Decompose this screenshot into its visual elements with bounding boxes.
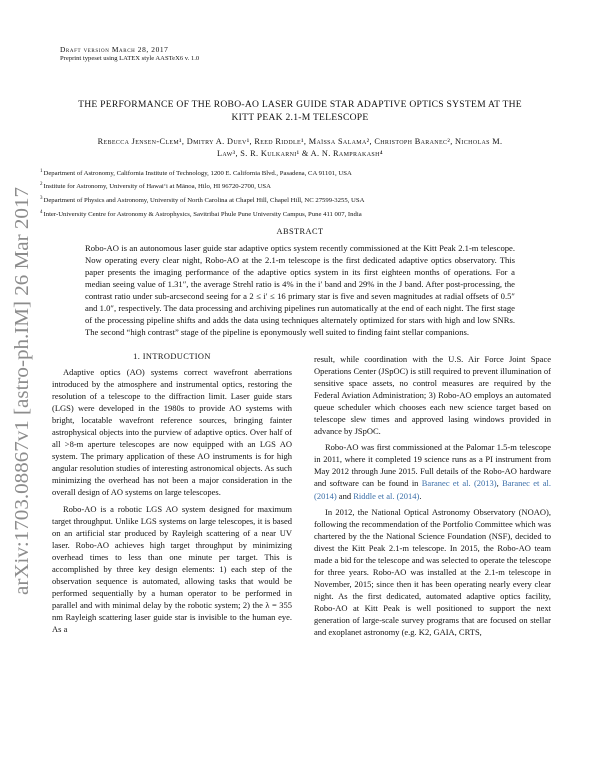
intro-paragraph-3: result, while coordination with the U.S. Air Force Joint Space Operations Center (JSpOC) is still required to prevent illumination of sensitive space assets, no control measures are required by the Federal Aviation Administration; 3) Robo-AO employs an automated queue scheduler which chooses each new science target based on telescope slew times and approved lasing windows provided in advance by JSpOC.	[314, 354, 551, 437]
right-column	[314, 353, 551, 638]
abstract-heading: ABSTRACT	[276, 227, 324, 236]
draft-version: Draft version March 28, 2017	[60, 45, 169, 54]
title-line-2: KITT PEAK 2.1-M TELESCOPE	[231, 112, 369, 123]
citation-riddle-2014[interactable]: Riddle et al. (2014)	[353, 490, 420, 501]
arxiv-id: arXiv:1703.08867v1 [astro-ph.IM] 26 Mar 2017	[12, 216, 33, 595]
intro-paragraph-5: In 2012, the National Optical Astronomy Observatory (NOAO), following the recommendation of the Portfolio Committee which was chartered by the the National Science Foundation (NSF), decided to divest the Kitt Peak 2.1-m telescope. In 2015, the Robo-AO team made a bid for the telescope and was selected to operate the telescope for three years. Robo-AO was installed at the 2.1-m telescope in November, 2015; since then it has been operating nearly every clear night. As the first dedicated, automated adaptive optics facility, Robo-AO at Kitt Peak is well positioned to support the next generation of large-scale survey programs that are focused on stellar and exoplanet astronomy (e.g. K2, GAIA, CRTS,	[314, 506, 552, 638]
authors-line-2: Law³, S. R. Kulkarni¹ & A. N. Ramprakash⁴	[216, 149, 384, 158]
citation-baranec-2013[interactable]: Baranec et al. (2013)	[421, 478, 497, 489]
preprint-note: Preprint typeset using LATEX style AASTeX6 v. 1.0	[60, 55, 200, 62]
citation-baranec-2014[interactable]: Baranec et al. (2014)	[314, 478, 551, 501]
intro-paragraph-4: Robo-AO was first commissioned at the Palomar 1.5-m telescope in 2011, where it completed 19 science runs as a PI instrument from May 2012 through June 2015. Full details of the Robo-AO hardware and software can be found in Baranec et al. (2013), Baranec et al. (2014) and Riddle et al. (2014).	[314, 442, 551, 501]
arxiv-watermark[interactable]	[8, 185, 34, 595]
title-line-1: THE PERFORMANCE OF THE ROBO-AO LASER GUIDE STAR ADAPTIVE OPTICS SYSTEM AT THE	[78, 99, 522, 110]
intro-paragraph-1: Adaptive optics (AO) systems correct wavefront aberrations introduced by the atmosphere and instrumental optics, restoring the resolution of a telescope to the diffraction limit. Laser guide stars (LGS) were developed in the 1980s to provide AO systems with bright, locatable wavefront reference sources, bringing fainter astrophysical objects into the purview of adaptive optics. Over half of all >8-m aperture telescopes are now equipped with an LGS AO system. The primary application of these AO instruments is for high angular resolution studies of interesting astronomical objects. As such minimizing the overhead has not been a major consideration in the overall design of AO systems on large telescopes.	[52, 367, 292, 498]
section-heading: 1. INTRODUCTION	[133, 352, 211, 361]
author-list	[62, 136, 538, 160]
paper-title	[60, 98, 540, 124]
intro-paragraph-2: Robo-AO is a robotic LGS AO system designed for maximum target throughput. Unlike LGS systems on large telescopes, it is based on an artificial star produced by Rayleigh scattering of a near UV laser. Robo-AO achieves high target throughput by minimizing overhead times to less than one minute per target. This is accomplished by three key design elements: 1) each step of the observation sequence is automated, allowing tasks that would be performed sequentially by a human operator to be performed in parallel and with minimal delay by the robotic system; 2) the λ = 355 nm Rayleigh scattering laser guide star is invisible to the human eye. As a	[52, 503, 292, 634]
affiliation-1: $^1$Department of Astronomy, California Institute of Technology, 1200 E. California Blvd., Pasadena, CA 91101, USA	[40, 169, 352, 177]
affiliation-2: $^2$Institute for Astronomy, University of Hawaiʻi at Mānoa, Hilo, HI 96720-2700, USA	[40, 182, 271, 190]
affiliation-3: $^3$Department of Physics and Astronomy, University of North Carolina at Chapel Hill, Chapel Hill, NC 27599-3255, USA	[40, 196, 365, 204]
authors-line-1: Rebecca Jensen-Clem¹, Dmitry A. Duev¹, Reed Riddle¹, Maïssa Salama², Christoph Baranec², Nicholas M.	[97, 137, 503, 146]
left-column	[52, 366, 292, 635]
affiliation-4: $^4$Inter-University Centre for Astronomy & Astrophysics, Savitribai Phule Pune University Campus, Pune 411 007, India	[40, 210, 362, 218]
abstract-body: Robo-AO is an autonomous laser guide star adaptive optics system recently commissioned at the Kitt Peak 2.1-m telescope. Now operating every clear night, Robo-AO at the 2.1-m telescope is the first dedicated adaptive optics observatory. This paper presents the imaging performance of the adaptive optics system in its first eighteen months of operations. For a median seeing value of 1.31″, the average Strehl ratio is 4% in the i′ band and 29% in the J band. After post-processing, the contrast ratio under sub-arcsecond seeing for a 2 ≤ i′ ≤ 16 primary star is five and seven magnitudes at radial offsets of 0.5″ and 1.0″, respectively. The data processing and archiving pipelines run automatically at the end of each night. The first stage of the processing pipeline shifts and adds the data using techniques alternately optimized for stars with high and low SNRs. The second “high contrast” stage of the pipeline is eponymously well suited to finding faint stellar companions.	[85, 243, 515, 337]
